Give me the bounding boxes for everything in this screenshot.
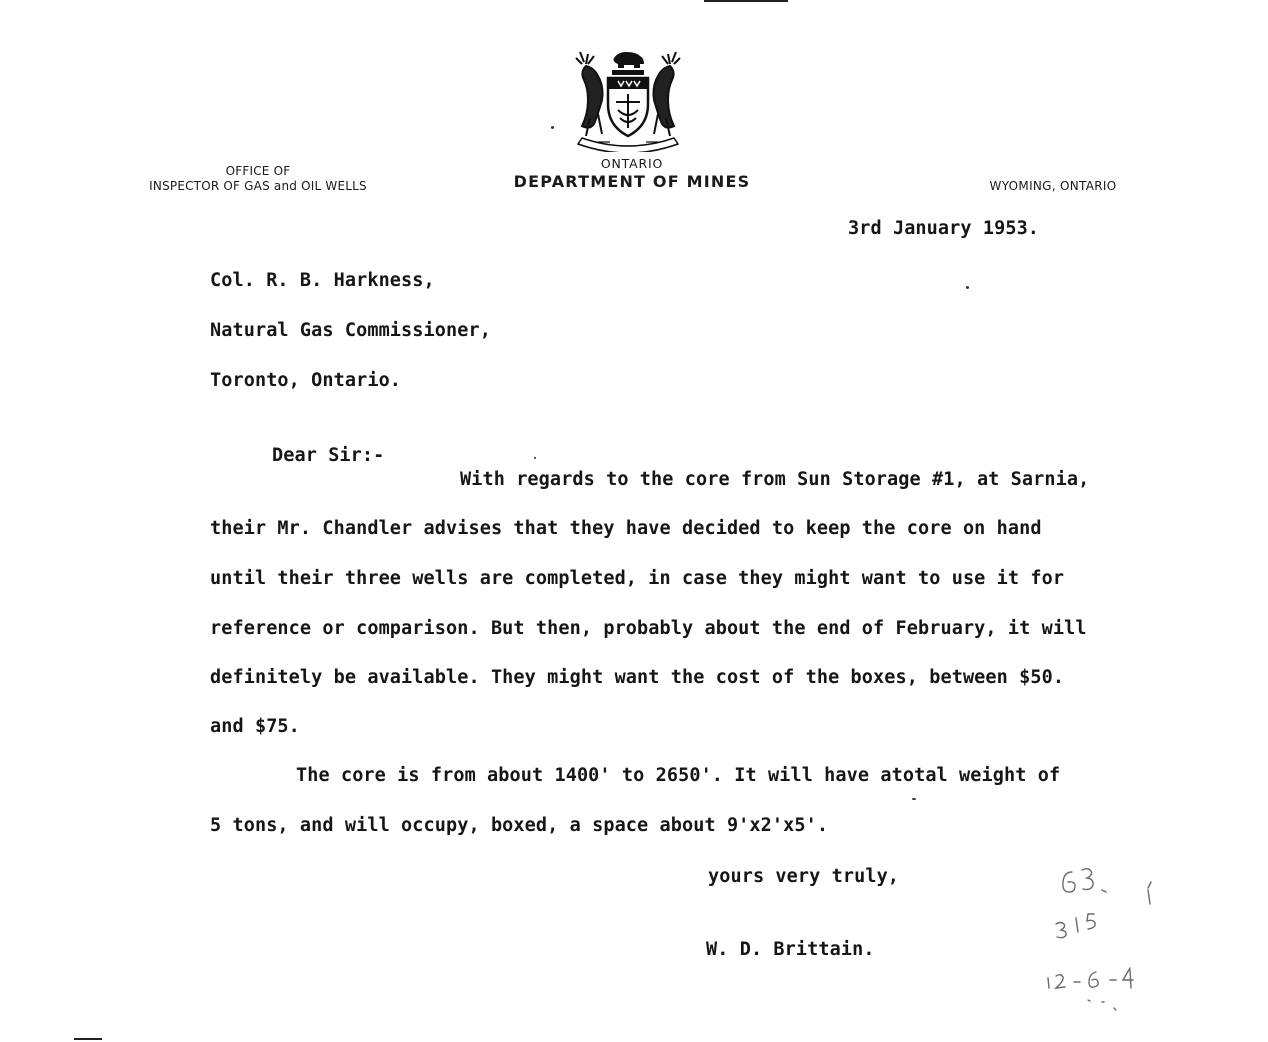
scan-speck [534, 457, 536, 459]
letter-closing: yours very truly, [708, 866, 900, 887]
scan-speck [912, 798, 916, 800]
office-line-1: OFFICE OF [225, 164, 291, 178]
office-of-inspector [142, 164, 374, 194]
body-line: reference or comparison. But then, probably about the end of February, it will [210, 618, 1087, 639]
scan-speck [551, 126, 554, 129]
department-name: DEPARTMENT OF MINES [513, 172, 751, 191]
body-line: their Mr. Chandler advises that they have decided to keep the core on hand [210, 518, 1042, 539]
body-line: definitely be available. They might want the cost of the boxes, between $50. [210, 667, 1065, 688]
office-location: WYOMING, ONTARIO [989, 179, 1117, 193]
scan-edge-mark-bottom [74, 1038, 102, 1040]
office-line-2: INSPECTOR OF GAS and OIL WELLS [149, 179, 367, 193]
province-name: ONTARIO [600, 156, 664, 171]
letter-date: 3rd January 1953. [848, 218, 1040, 239]
body-line: until their three wells are completed, in case they might want to use it for [210, 568, 1065, 589]
recipient-title: Natural Gas Commissioner, [210, 320, 491, 341]
recipient-name: Col. R. B. Harkness, [210, 270, 435, 291]
ontario-coat-of-arms-icon [568, 48, 688, 152]
body-line: 5 tons, and will occupy, boxed, a space about 9'x2'x5'. [210, 815, 829, 836]
scan-speck [966, 286, 969, 289]
handwritten-pencil-notes [1030, 860, 1180, 1030]
letter-signature: W. D. Brittain. [706, 939, 875, 960]
salutation: Dear Sir:- [272, 445, 385, 466]
body-line: and $75. [210, 716, 300, 737]
body-line: With regards to the core from Sun Storage #1, at Sarnia, [460, 469, 1090, 490]
body-line: The core is from about 1400' to 2650'. It will have atotal weight of [296, 765, 1061, 786]
department-heading [470, 156, 794, 193]
recipient-city: Toronto, Ontario. [210, 370, 402, 391]
scan-edge-mark-top [704, 0, 788, 2]
